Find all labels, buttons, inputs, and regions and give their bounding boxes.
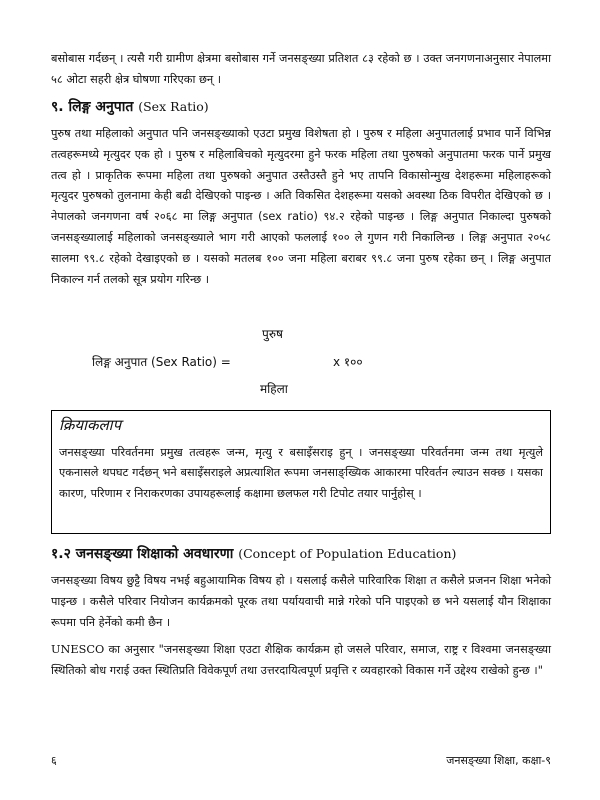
heading-en: (Concept of Population Education) (238, 546, 457, 561)
heading-np: १.२ जनसङ्ख्या शिक्षाको अवधारणा (51, 546, 234, 562)
book-title: जनसङ्ख्या शिक्षा, कक्षा-९ (446, 754, 551, 767)
heading-np: ९. लिङ्ग अनुपात (51, 99, 134, 115)
page-number: ६ (51, 754, 57, 767)
section-heading-population-education (51, 544, 456, 563)
formula-numerator: पुरुष (262, 327, 283, 341)
activity-title: क्रियाकलाप (59, 416, 122, 434)
unesco-definition: का अनुसार "जनसङ्ख्या शिक्षा एउटा शैक्षिक कार्यक्रम हो जसले परिवार, समाज, राष्ट्र र विश्वमा जनसङ्ख्या स्थितिको बोध गराई उक्त स्थितिप्रति विवेकपूर्ण तथा उत्तरदायित्वपूर्ण प्रवृत्ति र व्यवहारको विकास गर्ने उद्देश्य राखेको हुन्छ ।" (51, 643, 551, 677)
formula-multiplier: x १०० (333, 355, 363, 369)
heading-en: (Sex Ratio) (138, 99, 209, 114)
formula-denominator: महिला (260, 382, 288, 396)
population-education-paragraph: जनसङ्ख्या विषय छुट्टै विषय नभई बहुआयामिक विषय हो । यसलाई कसैले पारिवारिक शिक्षा त कसैले प्रजनन शिक्षा भनेको पाइन्छ । कसैले परिवार नियोजन कार्यक्रमको पूरक तथा पर्यायवाची मान्ने गरेको पनि पाइएको छ भने यसलाई यौन शिक्षाका रूपमा पनि हेर्नेको कमी छैन । (51, 574, 551, 629)
activity-box (51, 410, 551, 534)
unesco-label: UNESCO (51, 643, 105, 656)
sex-ratio-paragraph: पुरुष तथा महिलाको अनुपात पनि जनसङ्ख्याको एउटा प्रमुख विशेषता हो । पुरुष र महिला अनुपातलाई प्रभाव पार्ने विभिन्न तत्वहरूमध्ये मृत्युदर एक हो । पुरुष र महिलाबिचको मृत्युदरमा हुने फरक महिला तथा पुरुषको अनुपातमा फरक पार्ने प्रमुख तत्व हो । प्राकृतिक रूपमा महिला तथा पुरुषको अनुपात उस्तैउस्तै हुने भए तापनि विकासोन्मुख देशहरूमा महिलाहरूको मृत्युदर पुरुषको तुलनामा केही बढी देखिएको पाइन्छ । अति विकसित देशहरूमा यसको अवस्था ठिक विपरीत देखिएको छ । नेपालको जनगणना वर्ष २०६८ मा लिङ्ग अनुपात (sex ratio) ९४.२ रहेको पाइन्छ । लिङ्ग अनुपात निकाल्दा पुरुषको जनसङ्ख्यालाई महिलाको जनसङ्ख्याले भाग गरी आएको फललाई १०० ले गुणन गरी निकालिन्छ । लिङ्ग अनुपात २०५८ सालमा ९९.८ रहेको देखाइएको छ । यसको मतलब १०० जना महिला बराबर ९९.८ जना पुरुष रहेका छन् । लिङ्ग अनुपात निकाल्न गर्न तलको सूत्र प्रयोग गरिन्छ । (51, 127, 551, 286)
unesco-definition-paragraph (51, 640, 551, 682)
formula-lhs: लिङ्ग अनुपात (Sex Ratio) = (92, 355, 231, 369)
activity-text: जनसङ्ख्या परिवर्तनमा प्रमुख तत्वहरू जन्म, मृत्यु र बसाइँसराइ हुन् । जनसङ्ख्या परिवर्तनमा जन्म तथा मृत्युले एकनासले थपघट गर्दछन् भने बसाइँसराइले अप्रत्याशित रूपमा जनसाङ्ख्यिक आकारमा परिवर्तन ल्याउन सक्छ । यसका कारण, परिणाम र निराकरणका उपायहरूलाई कक्षामा छलफल गरी टिपोट तयार पार्नुहोस् । (59, 446, 543, 500)
intro-paragraph: बसोबास गर्दछन् । त्यसै गरी ग्रामीण क्षेत्रमा बसोबास गर्ने जनसङ्ख्या प्रतिशत ८३ रहेको छ । उक्त जनगणनाअनुसार नेपालमा ५८ ओटा सहरी क्षेत्र घोषणा गरिएका छन् । (51, 52, 551, 86)
section-heading-sex-ratio (51, 97, 209, 116)
